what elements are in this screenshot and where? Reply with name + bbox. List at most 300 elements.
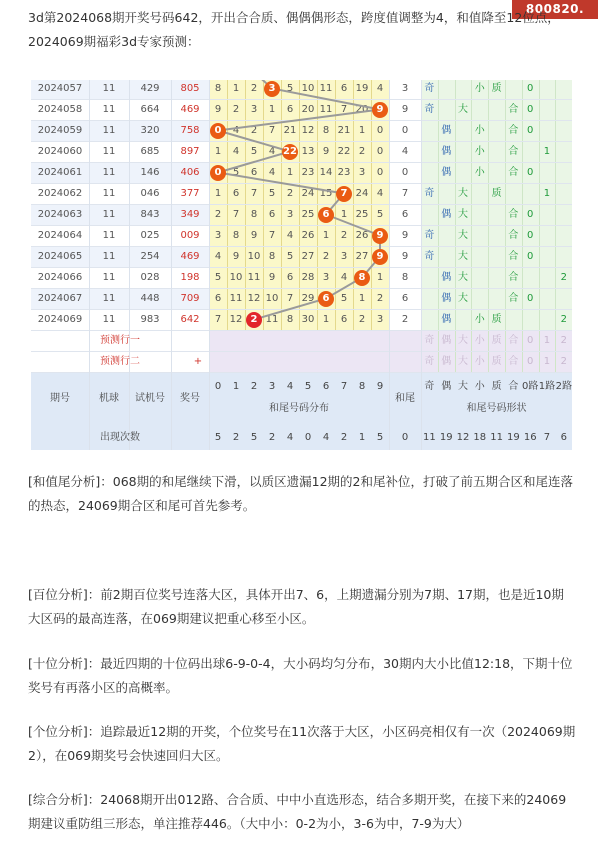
tens-analysis: [十位分析]：最近四期的十位码出球6-9-0-4，大小码均匀分布，30期内大小比值12:18，下期十位奖号有再落小区的高概率。 <box>28 656 573 695</box>
period-cell: 2024066 <box>37 272 83 283</box>
dist-cell: 5 <box>250 146 258 157</box>
trial-cell: 429 <box>140 83 160 94</box>
shape-cell: 合 <box>508 125 519 136</box>
dist-cell: 21 <box>337 125 351 136</box>
header-digit: 5 <box>304 381 312 392</box>
header-road: 2路 <box>555 381 572 392</box>
dist-cell: 24 <box>301 188 315 199</box>
dist-cell: 3 <box>340 251 348 262</box>
prize-cell: 758 <box>180 125 200 136</box>
shape-cell: 奇 <box>424 251 435 262</box>
period-cell: 2024059 <box>37 125 83 136</box>
dist-cell: 5 <box>376 209 384 220</box>
period-cell: 2024063 <box>37 209 83 220</box>
dist-cell: 8 <box>268 251 276 262</box>
site-watermark: 800820. NET <box>512 0 598 19</box>
shape-cell: 0 <box>527 293 534 304</box>
dist-cell: 2 <box>286 188 294 199</box>
shape-cell: 合 <box>508 293 519 304</box>
dist-cell: 1 <box>214 146 222 157</box>
hit-ball: 6 <box>318 207 334 223</box>
shape-cell: 偶 <box>441 293 452 304</box>
shape-cell: 0 <box>527 125 534 136</box>
dist-cell: 13 <box>301 146 315 157</box>
dist-cell: 7 <box>268 125 276 136</box>
dist-cell: 14 <box>319 167 333 178</box>
prize-cell: 642 <box>180 314 200 325</box>
header-shape-label: 和尾号码形状 <box>466 403 527 414</box>
dist-cell: 20 <box>355 104 369 115</box>
header-digit: 3 <box>268 381 276 392</box>
dist-cell: 7 <box>286 293 294 304</box>
machine-cell: 11 <box>102 188 116 199</box>
predict-shape-cell: 小 <box>474 335 485 346</box>
dist-cell: 11 <box>319 83 333 94</box>
shape-cell: 奇 <box>424 104 435 115</box>
shape-cell: 0 <box>527 230 534 241</box>
dist-cell: 1 <box>358 125 366 136</box>
predict-shape-cell: 大 <box>457 356 468 367</box>
predict-shape-cell: 合 <box>508 335 519 346</box>
predict-shape-cell: 2 <box>560 356 567 367</box>
dist-cell: 1 <box>286 167 294 178</box>
dist-cell: 2 <box>322 251 330 262</box>
dist-cell: 11 <box>229 293 243 304</box>
predict-shape-cell: 质 <box>491 356 502 367</box>
shape-cell: 大 <box>457 104 468 115</box>
hit-ball: 9 <box>372 102 388 118</box>
shape-cell: 偶 <box>441 314 452 325</box>
trend-chart <box>31 80 572 453</box>
header-machine: 机球 <box>99 393 119 404</box>
prize-cell: 198 <box>180 272 200 283</box>
header-digit: 8 <box>358 381 366 392</box>
trial-cell: 448 <box>140 293 160 304</box>
shape-cell: 大 <box>457 251 468 262</box>
prize-cell: 805 <box>180 83 200 94</box>
count-cell: 5 <box>250 432 258 443</box>
dist-cell: 11 <box>319 104 333 115</box>
dist-cell: 4 <box>376 188 384 199</box>
sum-tail-cell: 9 <box>401 251 409 262</box>
dist-cell: 4 <box>376 83 384 94</box>
trial-cell: 025 <box>140 230 160 241</box>
shape-cell: 小 <box>474 167 485 178</box>
period-cell: 2024060 <box>37 146 83 157</box>
dist-cell: 5 <box>286 83 294 94</box>
dist-cell: 21 <box>283 125 297 136</box>
dist-cell: 11 <box>265 314 279 325</box>
predict-row-label: 预测行一 <box>100 335 140 346</box>
dist-cell: 27 <box>301 251 315 262</box>
dist-cell: 4 <box>214 251 222 262</box>
dist-cell: 2 <box>358 314 366 325</box>
count-cell: 7 <box>543 432 551 443</box>
header-shape: 奇 <box>424 381 435 392</box>
dist-cell: 1 <box>268 104 276 115</box>
dist-cell: 30 <box>301 314 315 325</box>
predict-shape-cell: 奇 <box>424 335 435 346</box>
dist-cell: 3 <box>322 272 330 283</box>
header-trial: 试机号 <box>135 393 165 404</box>
shape-cell: 大 <box>457 230 468 241</box>
period-cell: 2024069 <box>37 314 83 325</box>
dist-cell: 1 <box>376 272 384 283</box>
machine-cell: 11 <box>102 251 116 262</box>
period-cell: 2024064 <box>37 230 83 241</box>
shape-cell: 质 <box>491 188 502 199</box>
shape-cell: 0 <box>527 83 534 94</box>
count-cell: 11 <box>490 432 503 443</box>
dist-cell: 2 <box>250 125 258 136</box>
shape-cell: 偶 <box>441 209 452 220</box>
count-cell: 4 <box>286 432 294 443</box>
trial-cell: 685 <box>140 146 160 157</box>
prize-cell: 377 <box>180 188 200 199</box>
dist-cell: 5 <box>214 272 222 283</box>
sum-tail-cell: 7 <box>401 188 409 199</box>
count-cell: 19 <box>507 432 520 443</box>
dist-cell: 29 <box>301 293 315 304</box>
intro-paragraph: 3d第2024068期开奖号码642，开出合合质、偶偶偶形态，跨度值调整为4，和值降至12位点，2024069期福彩3d专家预测： <box>28 10 560 49</box>
header-shape: 大 <box>457 381 468 392</box>
hit-ball: 7 <box>336 186 352 202</box>
period-cell: 2024065 <box>37 251 83 262</box>
dist-cell: 6 <box>340 83 348 94</box>
dist-cell: 6 <box>232 188 240 199</box>
dist-cell: 0 <box>376 146 384 157</box>
predict-shape-cell: 0 <box>527 356 534 367</box>
trial-cell: 664 <box>140 104 160 115</box>
shape-cell: 1 <box>543 146 551 157</box>
hit-ball: 9 <box>372 228 388 244</box>
trial-cell: 028 <box>140 272 160 283</box>
prize-cell: 406 <box>180 167 200 178</box>
dist-cell: 28 <box>301 272 315 283</box>
dist-cell: 6 <box>286 104 294 115</box>
dist-cell: 3 <box>358 167 366 178</box>
hit-ball: 3 <box>264 81 280 97</box>
predict-shape-cell: 1 <box>543 335 551 346</box>
trend-line <box>31 80 572 330</box>
units-analysis: [个位分析]：追踪最近12期的开奖，个位奖号在11次落于大区，小区码亮相仅有一次（2024069期2），在069期奖号会快速回归大区。 <box>28 724 576 763</box>
machine-cell: 11 <box>102 293 116 304</box>
predict-shape-cell: 偶 <box>441 356 452 367</box>
trial-cell: 983 <box>140 314 160 325</box>
summary-analysis: [综合分析]：24068期开出012路、合合质、中中小直选形态，结合多期开奖，在接下来的24069期建议重防组三形态，单注推荐446。（大中小：0-2为小，3-6为中，7-9为大） <box>28 792 567 831</box>
shape-cell: 2 <box>560 272 567 283</box>
header-shape: 小 <box>474 381 485 392</box>
header-prize: 奖号 <box>180 393 200 404</box>
shape-cell: 偶 <box>441 167 452 178</box>
trial-cell: 146 <box>140 167 160 178</box>
dist-cell: 2 <box>376 293 384 304</box>
shape-cell: 1 <box>543 188 551 199</box>
dist-cell: 6 <box>286 272 294 283</box>
dist-cell: 4 <box>232 125 240 136</box>
prize-cell: 349 <box>180 209 200 220</box>
trial-cell: 320 <box>140 125 160 136</box>
dist-cell: 23 <box>301 167 315 178</box>
shape-cell: 0 <box>527 251 534 262</box>
predict-shape-cell: 2 <box>560 335 567 346</box>
sum-tail-cell: 9 <box>401 230 409 241</box>
shape-cell: 合 <box>508 251 519 262</box>
period-cell: 2024061 <box>37 167 83 178</box>
shape-cell: 合 <box>508 230 519 241</box>
header-sum-tail: 和尾 <box>395 393 415 404</box>
count-cell: 0 <box>401 432 409 443</box>
predict-shape-cell: 质 <box>491 335 502 346</box>
dist-cell: 8 <box>286 314 294 325</box>
predict-shape-cell: 0 <box>527 335 534 346</box>
sum-tail-cell: 0 <box>401 167 409 178</box>
dist-cell: 1 <box>214 188 222 199</box>
header-digit: 6 <box>322 381 330 392</box>
dist-cell: 6 <box>340 314 348 325</box>
dist-cell: 15 <box>319 188 333 199</box>
dist-cell: 2 <box>358 146 366 157</box>
sum-tail-cell: 9 <box>401 104 409 115</box>
dist-cell: 7 <box>232 209 240 220</box>
machine-cell: 11 <box>102 83 116 94</box>
dist-cell: 26 <box>301 230 315 241</box>
machine-cell: 11 <box>102 167 116 178</box>
shape-cell: 偶 <box>441 272 452 283</box>
predict-marker: + <box>193 356 203 367</box>
header-digit: 0 <box>214 381 222 392</box>
predict-shape-cell: 偶 <box>441 335 452 346</box>
header-digit: 4 <box>286 381 294 392</box>
count-cell: 19 <box>439 432 453 443</box>
count-cell: 1 <box>358 432 366 443</box>
dist-cell: 1 <box>358 293 366 304</box>
dist-cell: 12 <box>247 293 261 304</box>
predict-shape-cell: 大 <box>457 335 468 346</box>
trial-cell: 046 <box>140 188 160 199</box>
sum-tail-cell: 8 <box>401 272 409 283</box>
count-cell: 2 <box>340 432 348 443</box>
shape-cell: 大 <box>457 209 468 220</box>
dist-cell: 6 <box>268 209 276 220</box>
dist-cell: 5 <box>340 293 348 304</box>
trial-cell: 254 <box>140 251 160 262</box>
count-cell: 2 <box>268 432 276 443</box>
dist-cell: 7 <box>340 104 348 115</box>
dist-cell: 6 <box>250 167 258 178</box>
dist-cell: 26 <box>355 230 369 241</box>
dist-cell: 5 <box>268 188 276 199</box>
shape-cell: 合 <box>508 167 519 178</box>
dist-cell: 9 <box>232 251 240 262</box>
header-shape: 质 <box>491 381 502 392</box>
dist-cell: 4 <box>268 167 276 178</box>
predict-shape-cell: 奇 <box>424 356 435 367</box>
machine-cell: 11 <box>102 125 116 136</box>
predict-shape-cell: 小 <box>474 356 485 367</box>
count-cell: 4 <box>322 432 330 443</box>
dist-cell: 8 <box>214 83 222 94</box>
dist-cell: 27 <box>355 251 369 262</box>
dist-cell: 2 <box>232 104 240 115</box>
dist-cell: 9 <box>268 272 276 283</box>
header-digit: 1 <box>232 381 240 392</box>
period-cell: 2024058 <box>37 104 83 115</box>
hundreds-analysis: [百位分析]：前2期百位奖号连落大区，具体开出7、6，上期遗漏分别为7期、17期，也是近10期大区码的最高连落，在069期建议把重心移至小区。 <box>28 587 564 626</box>
shape-cell: 质 <box>491 314 502 325</box>
dist-cell: 0 <box>376 167 384 178</box>
sum-tail-analysis: [和值尾分析]：068期的和尾继续下滑，以质区遗漏12期的2和尾补位，打破了前五期合区和尾连落的热态，24069期合区和尾可首先参考。 <box>28 474 573 513</box>
shape-cell: 2 <box>560 314 567 325</box>
dist-cell: 20 <box>301 104 315 115</box>
dist-cell: 5 <box>286 251 294 262</box>
dist-cell: 2 <box>250 83 258 94</box>
shape-cell: 小 <box>474 146 485 157</box>
period-cell: 2024067 <box>37 293 83 304</box>
shape-cell: 小 <box>474 125 485 136</box>
count-cell: 2 <box>232 432 240 443</box>
shape-cell: 小 <box>474 314 485 325</box>
dist-cell: 2 <box>340 230 348 241</box>
prize-cell: 009 <box>180 230 200 241</box>
prize-cell: 709 <box>180 293 200 304</box>
shape-cell: 合 <box>508 209 519 220</box>
header-digit: 2 <box>250 381 258 392</box>
hit-ball: 6 <box>318 291 334 307</box>
header-dist-label: 和尾号码分布 <box>269 403 329 414</box>
dist-cell: 5 <box>232 167 240 178</box>
dist-cell: 1 <box>322 314 330 325</box>
dist-cell: 23 <box>337 167 351 178</box>
shape-cell: 奇 <box>424 188 435 199</box>
count-cell: 12 <box>456 432 470 443</box>
sum-tail-cell: 0 <box>401 125 409 136</box>
grid-hline <box>31 372 572 373</box>
count-cell: 5 <box>214 432 222 443</box>
dist-cell: 11 <box>247 272 261 283</box>
sum-tail-cell: 2 <box>401 314 409 325</box>
shape-cell: 大 <box>457 188 468 199</box>
count-cell: 6 <box>560 432 567 443</box>
dist-cell: 8 <box>232 230 240 241</box>
prize-cell: 469 <box>180 104 200 115</box>
predict-row-label: 预测行二 <box>100 356 140 367</box>
dist-cell: 22 <box>337 146 351 157</box>
dist-cell: 7 <box>250 188 258 199</box>
dist-cell: 1 <box>340 209 348 220</box>
dist-cell: 4 <box>286 230 294 241</box>
dist-cell: 19 <box>355 83 369 94</box>
period-cell: 2024057 <box>37 83 83 94</box>
predict-shape-cell: 合 <box>508 356 519 367</box>
shape-cell: 大 <box>457 293 468 304</box>
dist-cell: 25 <box>301 209 315 220</box>
dist-cell: 4 <box>340 272 348 283</box>
sum-tail-cell: 6 <box>401 293 409 304</box>
dist-cell: 7 <box>268 230 276 241</box>
dist-cell: 10 <box>301 83 315 94</box>
dist-cell: 12 <box>229 314 243 325</box>
shape-cell: 合 <box>508 272 519 283</box>
shape-cell: 奇 <box>424 230 435 241</box>
dist-cell: 24 <box>355 188 369 199</box>
shape-cell: 奇 <box>424 83 435 94</box>
hit-ball: 8 <box>354 270 370 286</box>
machine-cell: 11 <box>102 209 116 220</box>
period-cell: 2024062 <box>37 188 83 199</box>
machine-cell: 11 <box>102 146 116 157</box>
dist-cell: 25 <box>355 209 369 220</box>
count-label: 出现次数 <box>100 432 140 443</box>
dist-cell: 1 <box>232 83 240 94</box>
dist-cell: 4 <box>232 146 240 157</box>
count-cell: 11 <box>423 432 436 443</box>
dist-cell: 1 <box>322 230 330 241</box>
header-road: 1路 <box>538 381 556 392</box>
dist-cell: 12 <box>301 125 315 136</box>
header-shape: 偶 <box>441 381 452 392</box>
count-cell: 0 <box>304 432 312 443</box>
sum-tail-cell: 4 <box>401 146 409 157</box>
shape-cell: 0 <box>527 167 534 178</box>
trial-cell: 843 <box>140 209 160 220</box>
machine-cell: 11 <box>102 272 116 283</box>
count-cell: 5 <box>376 432 384 443</box>
shape-cell: 大 <box>457 272 468 283</box>
dist-cell: 0 <box>376 125 384 136</box>
dist-cell: 9 <box>214 104 222 115</box>
sum-tail-cell: 3 <box>401 83 409 94</box>
dist-cell: 3 <box>250 104 258 115</box>
machine-cell: 11 <box>102 104 116 115</box>
header-shape: 合 <box>508 381 519 392</box>
shape-cell: 0 <box>527 209 534 220</box>
hit-ball: 22 <box>282 144 298 160</box>
dist-cell: 9 <box>322 146 330 157</box>
shape-cell: 质 <box>491 83 502 94</box>
hit-ball: 2 <box>246 312 262 328</box>
hit-ball: 0 <box>210 165 226 181</box>
shape-cell: 合 <box>508 104 519 115</box>
prize-cell: 469 <box>180 251 200 262</box>
dist-cell: 3 <box>214 230 222 241</box>
machine-cell: 11 <box>102 230 116 241</box>
dist-cell: 6 <box>214 293 222 304</box>
dist-cell: 8 <box>322 125 330 136</box>
machine-cell: 11 <box>102 314 116 325</box>
dist-cell: 9 <box>250 230 258 241</box>
hit-ball: 9 <box>372 249 388 265</box>
shape-cell: 偶 <box>441 146 452 157</box>
dist-cell: 10 <box>229 272 243 283</box>
prize-cell: 897 <box>180 146 200 157</box>
dist-cell: 7 <box>214 314 222 325</box>
count-cell: 18 <box>473 432 487 443</box>
shape-cell: 小 <box>474 83 485 94</box>
shape-cell: 合 <box>508 146 519 157</box>
predict-shape-cell: 1 <box>543 356 551 367</box>
shape-cell: 偶 <box>441 125 452 136</box>
header-digit: 9 <box>376 381 384 392</box>
sum-tail-cell: 6 <box>401 209 409 220</box>
hit-ball: 0 <box>210 123 226 139</box>
dist-cell: 3 <box>376 314 384 325</box>
dist-cell: 4 <box>268 146 276 157</box>
dist-cell: 10 <box>265 293 279 304</box>
header-road: 0路 <box>522 381 539 392</box>
dist-cell: 3 <box>286 209 294 220</box>
count-cell: 16 <box>523 432 537 443</box>
